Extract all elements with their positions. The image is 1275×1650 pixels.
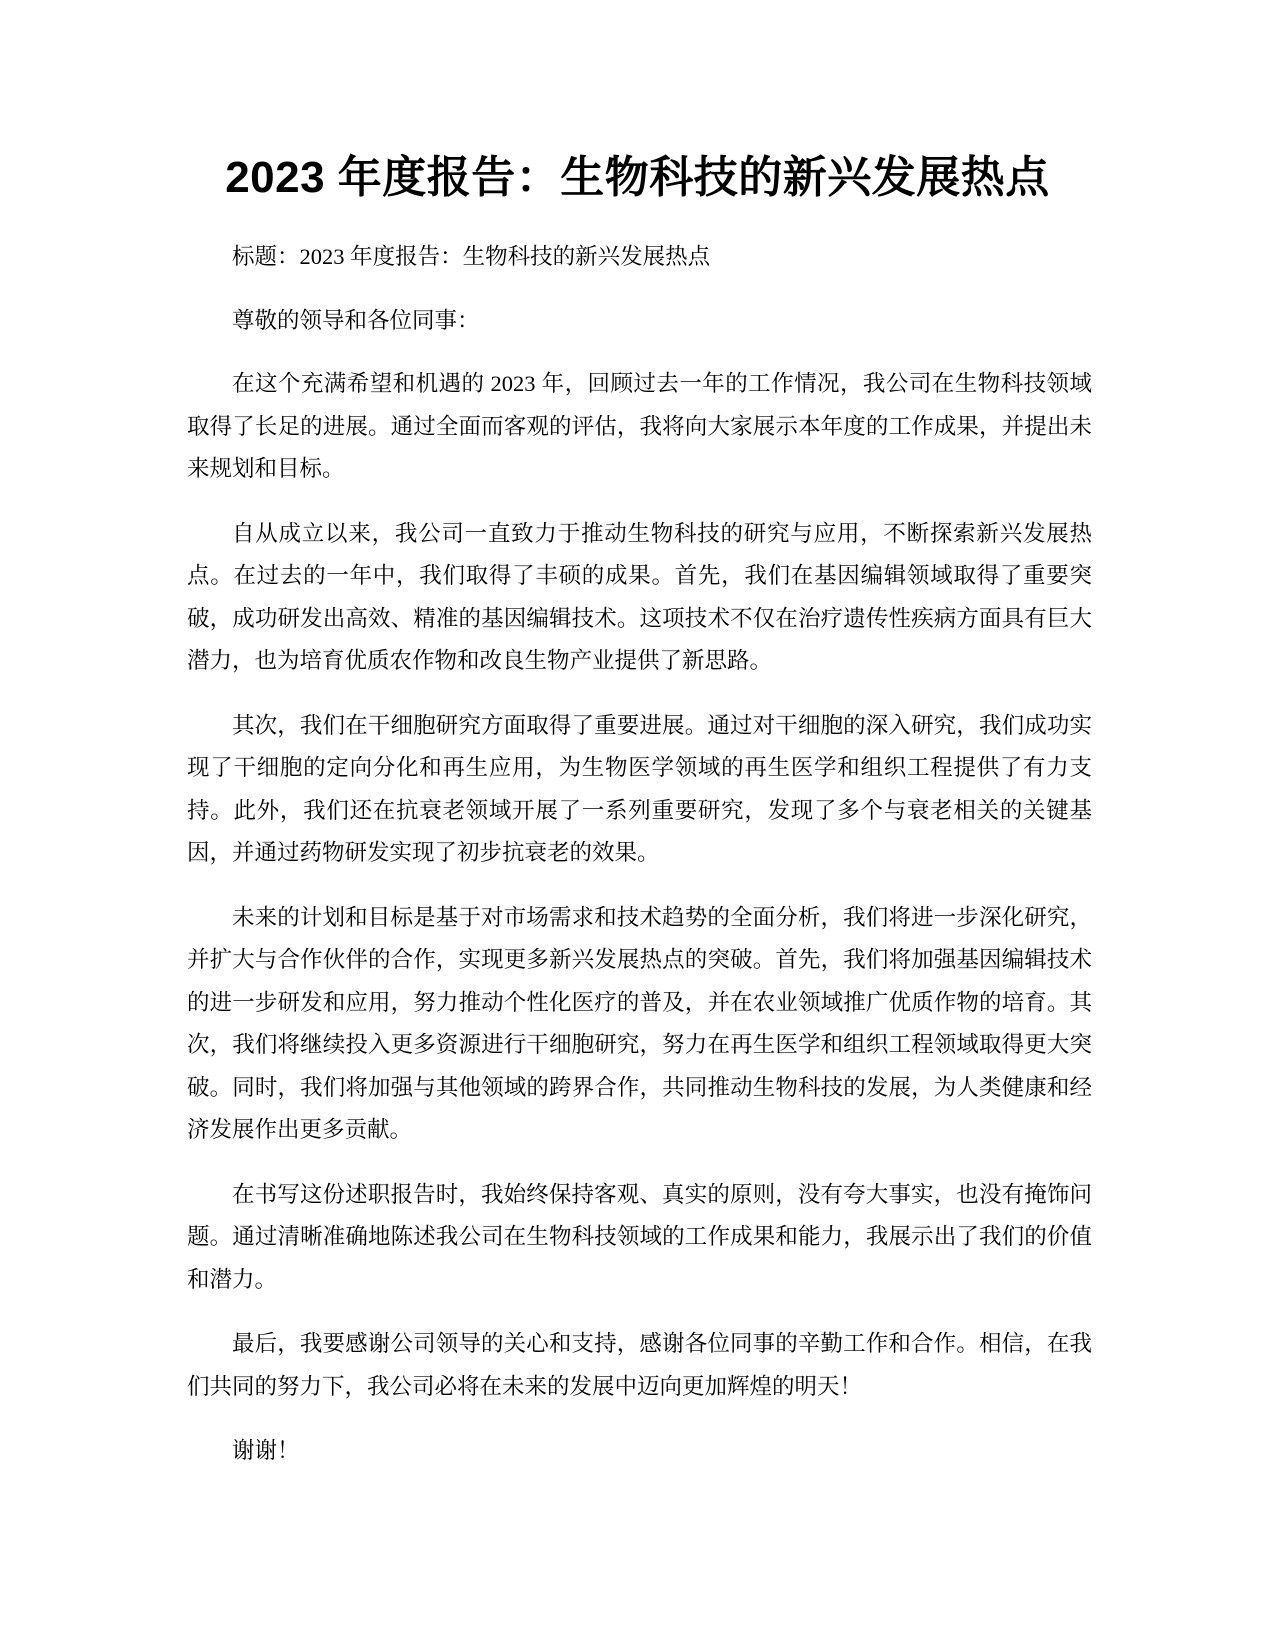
paragraph-future-plans: 未来的计划和目标是基于对市场需求和技术趋势的全面分析，我们将进一步深化研究，并扩大与合作伙伴的合作，实现更多新兴发展热点的突破。首先，我们将加强基因编辑技术的进一步研发和应用，努力推动个性化医疗的普及，并在农业领域推广优质作物的培育。其次，我们将继续投入更多资源进行干细胞研究，努力在再生医学和组织工程领域取得更大突破。同时，我们将加强与其他领域的跨界合作，共同推动生物科技的发展，为人类健康和经济发展作出更多贡献。 [187,904,1092,1142]
closing: 谢谢！ [232,1438,300,1463]
document-title: 2023 年度报告：生物科技的新兴发展热点 [225,153,1050,202]
subject-line: 标题：2023 年度报告：生物科技的新兴发展热点 [232,244,711,269]
paragraph-gene-editing: 自从成立以来，我公司一直致力于推动生物科技的研究与应用，不断探索新兴发展热点。在过去的一年中，我们取得了丰硕的成果。首先，我们在基因编辑领域取得了重要突破，成功研发出高效、精准的基因编辑技术。这项技术不仅在治疗遗传性疾病方面具有巨大潜力，也为培育优质农作物和改良生物产业提供了新思路。 [187,520,1092,673]
paragraph-stem-cells: 其次，我们在干细胞研究方面取得了重要进展。通过对干细胞的深入研究，我们成功实现了干细胞的定向分化和再生应用，为生物医学领域的再生医学和组织工程提供了有力支持。此外，我们还在抗衰老领域开展了一系列重要研究，发现了多个与衰老相关的关键基因，并通过药物研发实现了初步抗衰老的效果。 [187,712,1092,865]
document-body [187,236,1092,1495]
paragraph-principles: 在书写这份述职报告时，我始终保持客观、真实的原则，没有夸大事实，也没有掩饰问题。通过清晰准确地陈述我公司在生物科技领域的工作成果和能力，我展示出了我们的价值和潜力。 [187,1181,1092,1292]
paragraph-intro: 在这个充满希望和机遇的 2023 年，回顾过去一年的工作情况，我公司在生物科技领域取得了长足的进展。通过全面而客观的评估，我将向大家展示本年度的工作成果，并提出未来规划和目标。 [187,371,1092,481]
paragraph-thanks: 最后，我要感谢公司领导的关心和支持，感谢各位同事的辛勤工作和合作。相信，在我们共同的努力下，我公司必将在未来的发展中迈向更加辉煌的明天！ [187,1331,1092,1399]
salutation: 尊敬的领导和各位同事： [232,307,480,333]
